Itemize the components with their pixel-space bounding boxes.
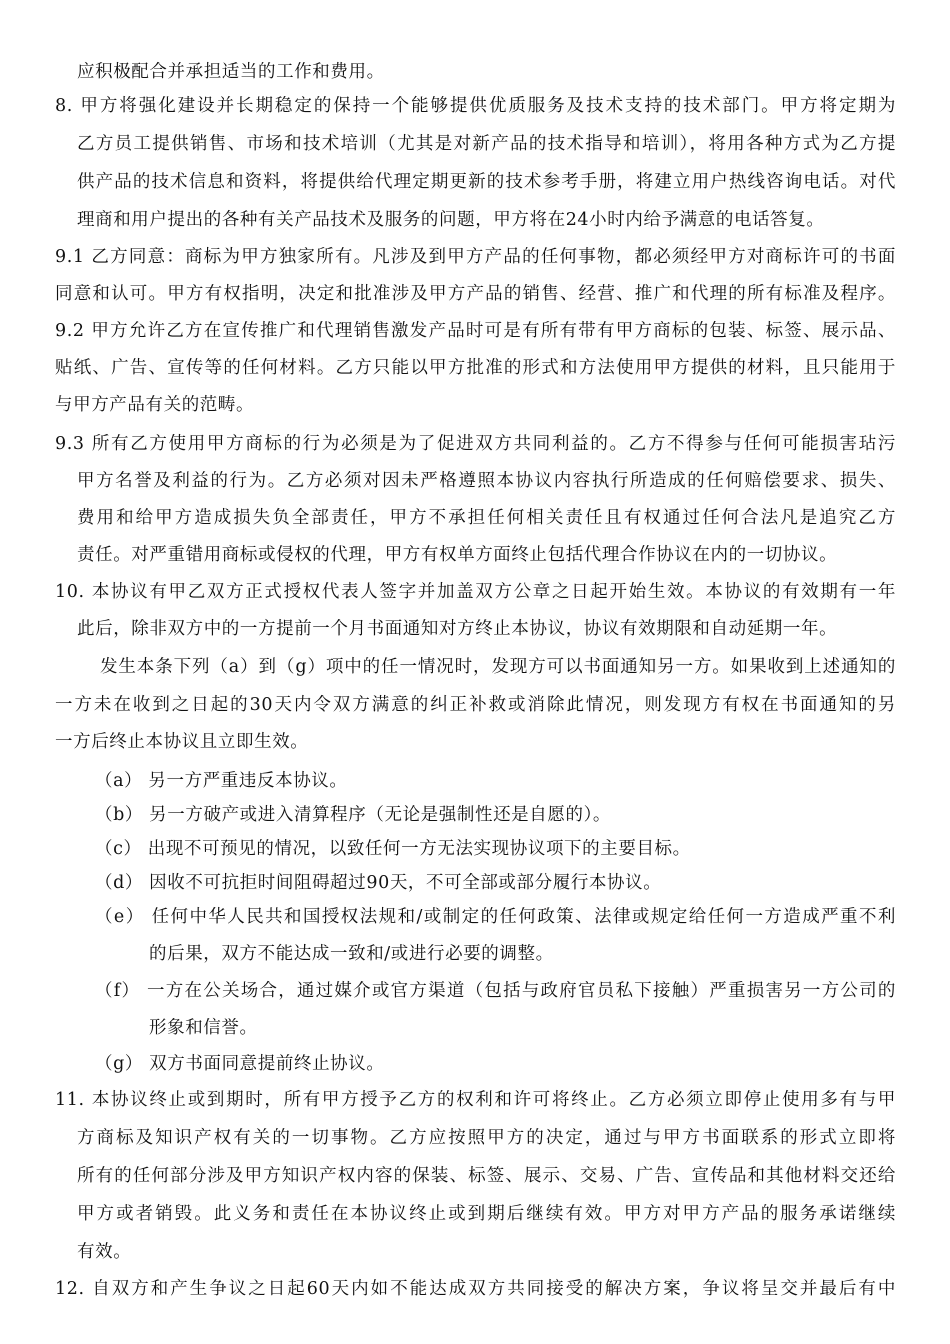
clause-11-line: 甲方或者销毁。此义务和责任在本协议终止或到期后继续有效。甲方对甲方产品的服务承诺继续 xyxy=(77,1204,896,1224)
clause-9-3-line: 责任。对严重错用商标或侵权的代理，甲方有权单方面终止包括代理合作协议在内的一切协议。 xyxy=(77,545,838,565)
text-line: 应积极配合并承担适当的工作和费用。 xyxy=(77,62,385,82)
clause-10-line: 此后，除非双方中的一方提前一个月书面通知对方终止本协议，协议有效期限和自动延期一年。 xyxy=(77,619,838,639)
list-item-e-cont: 的后果，双方不能达成一致和/或进行必要的调整。 xyxy=(149,944,554,964)
clause-9-1-line: 9.1 乙方同意：商标为甲方独家所有。凡涉及到甲方产品的任何事物，都必须经甲方对商标许可的书面 xyxy=(55,247,896,267)
clause-8-line: 理商和用户提出的各种有关产品技术及服务的问题，甲方将在24小时内给予满意的电话答复。 xyxy=(77,210,825,230)
clause-12-line: 12. 自双方和产生争议之日起60天内如不能达成双方共同接受的解决方案，争议将呈交并最后有中 xyxy=(55,1279,896,1299)
clause-10-line: 一方后终止本协议且立即生效。 xyxy=(55,732,309,752)
clause-9-2-line: 贴纸、广告、宣传等的任何材料。乙方只能以甲方批准的形式和方法使用甲方提供的材料，且只能用于 xyxy=(55,358,896,378)
list-item-b: （b） 另一方破产或进入清算程序（无论是强制性还是自愿的）。 xyxy=(95,805,612,825)
clause-11-line: 方商标及知识产权有关的一切事物。乙方应按照甲方的决定，通过与甲方书面联系的形式立即将 xyxy=(77,1128,896,1148)
list-item-c: （c） 出现不可预见的情况，以致任何一方无法实现协议项下的主要目标。 xyxy=(95,839,691,859)
clause-9-2-line: 与甲方产品有关的范畴。 xyxy=(55,395,255,415)
list-item-d: （d） 因收不可抗拒时间阻碍超过90天，不可全部或部分履行本协议。 xyxy=(95,873,662,893)
clause-10-line: 一方未在收到之日起的30天内令双方满意的纠正补救或消除此情况，则发现方有权在书面通知的另 xyxy=(55,695,896,715)
clause-11-line: 11. 本协议终止或到期时，所有甲方授予乙方的权利和许可将终止。乙方必须立即停止使用多有与甲 xyxy=(55,1090,896,1110)
clause-8-line: 供产品的技术信息和资料，将提供给代理定期更新的技术参考手册，将建立用户热线咨询电话。对代 xyxy=(77,172,896,192)
list-item-g: （g） 双方书面同意提前终止协议。 xyxy=(95,1054,385,1074)
list-item-e: （e） 任何中华人民共和国授权法规和/或制定的任何政策、法律或规定给任何一方造成严重不利 xyxy=(95,907,896,927)
clause-8-line: 乙方员工提供销售、市场和技术培训（尤其是对新产品的技术指导和培训），将用各种方式为乙方提 xyxy=(77,134,896,154)
clause-11-line: 有效。 xyxy=(77,1242,132,1262)
clause-9-1-line: 同意和认可。甲方有权指明，决定和批准涉及甲方产品的销售、经营、推广和代理的所有标准及程序。 xyxy=(55,284,896,304)
clause-9-2-line: 9.2 甲方允许乙方在宣传推广和代理销售激发产品时可是有所有带有甲方商标的包装、标签、展示品、 xyxy=(55,321,896,341)
clause-11-line: 所有的任何部分涉及甲方知识产权内容的保装、标签、展示、交易、广告、宣传品和其他材料交还给 xyxy=(77,1166,896,1186)
list-item-a: （a） 另一方严重违反本协议。 xyxy=(95,771,348,791)
clause-10-line: 发生本条下列（a）到（g）项中的任一情况时，发现方可以书面通知另一方。如果收到上述通知的 xyxy=(100,657,896,677)
list-item-f: （f） 一方在公关场合，通过媒介或官方渠道（包括与政府官员私下接触）严重损害另一方公司的 xyxy=(95,981,896,1001)
clause-10-line: 10. 本协议有甲乙双方正式授权代表人签字并加盖双方公章之日起开始生效。本协议的有效期有一年 xyxy=(55,582,896,602)
clause-8-line: 8. 甲方将强化建设并长期稳定的保持一个能够提供优质服务及技术支持的技术部门。甲方将定期为 xyxy=(55,96,896,116)
list-item-f-cont: 形象和信誉。 xyxy=(149,1018,258,1038)
clause-9-3-line: 甲方名誉及利益的行为。乙方必须对因未严格遵照本协议内容执行所造成的任何赔偿要求、损失、 xyxy=(77,471,896,491)
clause-9-3-line: 9.3 所有乙方使用甲方商标的行为必须是为了促进双方共同利益的。乙方不得参与任何可能损害玷污 xyxy=(55,434,896,454)
clause-9-3-line: 费用和给甲方造成损失负全部责任，甲方不承担任何相关责任且有权通过任何合法凡是追究乙方 xyxy=(77,508,896,528)
